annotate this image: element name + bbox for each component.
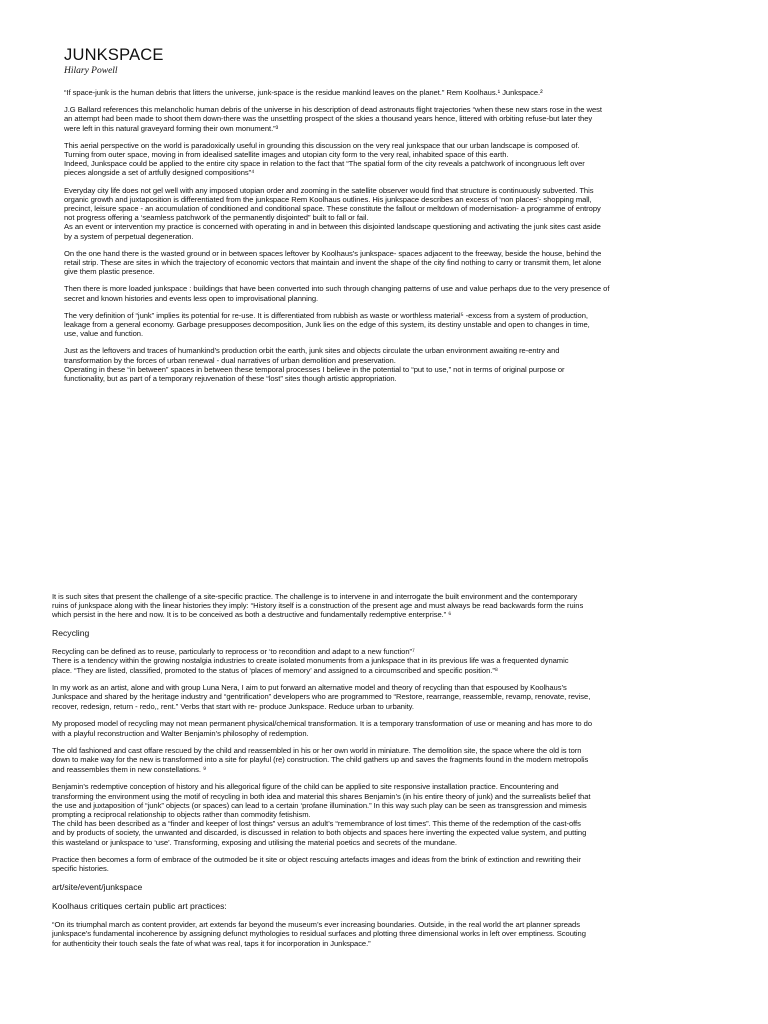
text-line: place. “They are listed, classified, promoted to the status of ‘places of memory’ and assigned to a circumscribed and specific position.”⁸ [52,665,498,675]
text-line: not progress offering a ‘seamless patchwork of the permanently disjointed” built to fall or fail. [64,213,369,223]
body-paragraph [64,311,724,339]
text-line: On the one hand there is the wasted ground or in between spaces leftover by Koolhaus’s junkspace- spaces adjacent to the freeway, beside the house, behind the [64,248,602,258]
text-line: Recycling can be defined as to reuse, particularly to reprocess or ‘to recondition and adapt to a new function”⁷ [52,647,415,657]
body-paragraph [52,855,724,873]
upper-body [64,88,724,383]
body-paragraph [64,186,724,241]
text-line: transformation by the forces of urban renewal - dual narratives of urban demolition and preservation. [64,355,396,365]
body-paragraph [64,88,724,97]
body-paragraph [64,105,724,133]
text-line: this wasteland or junkspace to ‘use’. Transforming, exposing and utilising the material poetics and secrets of the mundane. [52,837,457,847]
text-line: give them plastic presence. [64,267,155,277]
body-paragraph [64,284,724,302]
text-line: Junkspace and shared by the heritage industry and “gentrification” developers who are programmed to “Restore, rearrange, reassemble, revamp, renovate, revise, [52,692,591,702]
upper-section [64,46,724,391]
text-line: As an event or intervention my practice is concerned with operating in and in between this disjointed landscape questioning and activating the junk sites cast aside [64,222,601,232]
lower-section [52,592,724,956]
author-name: Hilary Powell [64,66,118,76]
text-line: It is such sites that present the challenge of a site-specific practice. The challenge is to intervene in and interrogate the built environment and the contemporary [52,592,578,601]
text-line: The old fashioned and cast offare rescued by the child and reassembled in his or her own world in miniature. The demolition site, the space where the old is torn [52,746,582,756]
text-line: functionality, but as part of a temporary rejuvenation of these “lost” sites though artistic appropriation. [64,374,397,384]
section-heading: art/site/event/junkspace [52,882,143,893]
text-line: precinct, leisure space - an accumulation of conditioned and conditional space. These constitute the fallout or meltdown of modernisation- a programme of entropy [64,204,601,214]
body-paragraph [64,141,724,178]
text-line: “If space-junk is the human debris that litters the universe, junk-space is the residue mankind leaves on the planet.” Rem Koolhaus.¹ Junkspace.² [64,88,543,97]
text-line: Operating in these “in between” spaces in between these temporal processes I believe in the potential to “put to use,” not in terms of original purpose or [64,364,565,374]
text-line: with a playful reconstruction and Walter Benjamin’s philosophy of redemption. [52,728,309,738]
text-line: The very definition of “junk” implies its potential for re-use. It is differentiated from rubbish as waste or worthless material⁵ -excess from a system of production, [64,310,588,320]
section-heading: Recycling [52,628,90,639]
body-paragraph [64,346,724,383]
text-line: use, value and function. [64,329,144,339]
text-line: “On its triumphal march as content provider, art extends far beyond the museum’s ever increasing boundaries. Outside, in the real world the art planner spreads [52,920,580,930]
text-line: There is a tendency within the growing nostalgia industries to create isolated monuments from a junkspace that in its previous life was a frequented dynamic [52,656,569,666]
text-line: were left in this natural graveyard forming their own monument.”³ [64,123,279,133]
text-line: and by products of society, the unwanted and discarded, is discussed in relation to both objects and spaces here inverting the expected value system, and putting [52,828,587,838]
text-line: My proposed model of recycling may not mean permanent physical/chemical transformation. It is a temporary transformation of use or meaning and has more to do [52,719,593,729]
text-line: Practice then becomes a form of embrace of the outmoded be it site or object rescuing artefacts images and ideas from the brink of extinction and rewriting their [52,855,581,865]
text-line: organic growth and juxtaposition is differentiated from the junkspace Rem Koolhaus outlines. His junkspace describes an excess of ‘non places’- shopping mall, [64,194,592,204]
text-line: secret and known histories and events less open to improvisational planning. [64,293,319,303]
body-paragraph [52,683,724,711]
text-line: for authenticity their touch seals the fate of what was real, taps it for incorporation in Junkspace.” [52,938,371,948]
body-paragraph [52,647,724,675]
text-line: Everyday city life does not gel well with any imposed utopian order and zooming in the satellite observer would find that structure is continuously subverted. This [64,185,594,195]
text-line: In my work as an artist, alone and with group Luna Nera, I aim to put forward an alternative model and theory of recycling than that espoused by Koolhaus’s [52,683,567,693]
text-line: specific histories. [52,864,109,874]
text-line: by a system of perpetual degeneration. [64,231,194,241]
text-line: transforming the environment using the motif of recycling in both idea and material this shares Benjamin’s (in his entire theory of junk) and the surrealists belief that [52,791,591,801]
text-line: and reassembles them in new constellations. ⁹ [52,764,207,774]
text-line: prompting a reciprocal relationship to objects rather than commodity fetishism. [52,809,311,819]
body-paragraph [52,592,724,620]
text-line: which persist in the here and now. It is to be conceived as both a destructive and fundamentally redemptive enterprise.” ⁶ [52,610,452,620]
text-line: recover, redesign, return - redo,, rent.” Verbs that start with re- produce Junkspace. Reduce urban to urbanity. [52,701,414,711]
text-line: the use and juxtaposition of “junk” objects (or spaces) can lead to a certain ‘profane illumination.” In this way such play can be seen as transgression and mimesis [52,800,587,810]
body-paragraph [52,782,724,846]
body-paragraph [52,920,724,948]
text-line: leakage from a general economy. Garbage presupposes decomposition, Junk lies on the edge of this system, its destiny unstable and open to changes in time, [64,320,590,330]
text-line: Indeed, Junkspace could be applied to the entire city space in relation to the fact that “The spatial form of the city reveals a patchwork of incongruous left over [64,159,585,169]
text-line: junkspace’s fundamental incoherence by assigning defunct mythologies to residual surfaces and plotting three dimensional works in left over emptiness. Scouting [52,929,586,939]
body-paragraph [52,746,724,774]
text-line: down to make way for the new is transformed into a site for playful (re) construction. The child gathers up and saves the fragments found in the modern metropolis [52,755,589,765]
text-line: Then there is more loaded junkspace : buildings that have been converted into such through changing patterns of use and value perhaps due to the very presence of [64,284,610,294]
text-line: ruins of junkspace along with the linear histories they imply: “History itself is a construction of the present age and must always be read backwards form the ruins [52,601,584,611]
text-line: Turning from outer space, moving in from idealised satellite images and utopian city form to the very real, inhabited space of this earth. [64,150,509,160]
text-line: an attempt had been made to shoot them down-there was the unsettling prospect of the skies a thousand years hence, littered with orbiting refuse-but later they [64,114,593,124]
text-line: The child has been described as a “finder and keeper of lost things” versus an adult’s “remembrance of lost times”. This theme of the redemption of the cast-offs [52,819,581,829]
body-paragraph [64,249,724,277]
document-title: JUNKSPACE [64,46,164,64]
text-line: J.G Ballard references this melancholic human debris of the universe in his description of dead astronauts flight trajectories “when these new stars rose in the west [64,105,602,115]
text-line: pieces alongside a set of artfully designed compositions”⁴ [64,168,255,178]
body-paragraph [52,719,724,737]
text-line: This aerial perspective on the world is paradoxically useful in grounding this discussion on the very real junkspace that our urban landscape is composed of. [64,140,580,150]
text-line: retail strip. These are sites in which the trajectory of economic vectors that maintain and invent the shape of the city find nothing to carry or transmit them, let alone [64,258,602,268]
text-line: Benjamin’s redemptive conception of history and his allegorical figure of the child can be applied to site responsive installation practice. Encountering and [52,782,559,792]
text-line: Just as the leftovers and traces of humankind’s production orbit the earth, junk sites and objects circulate the urban environment awaiting re-entry and [64,346,560,356]
section-heading: Koolhaus critiques certain public art practices: [52,901,227,912]
